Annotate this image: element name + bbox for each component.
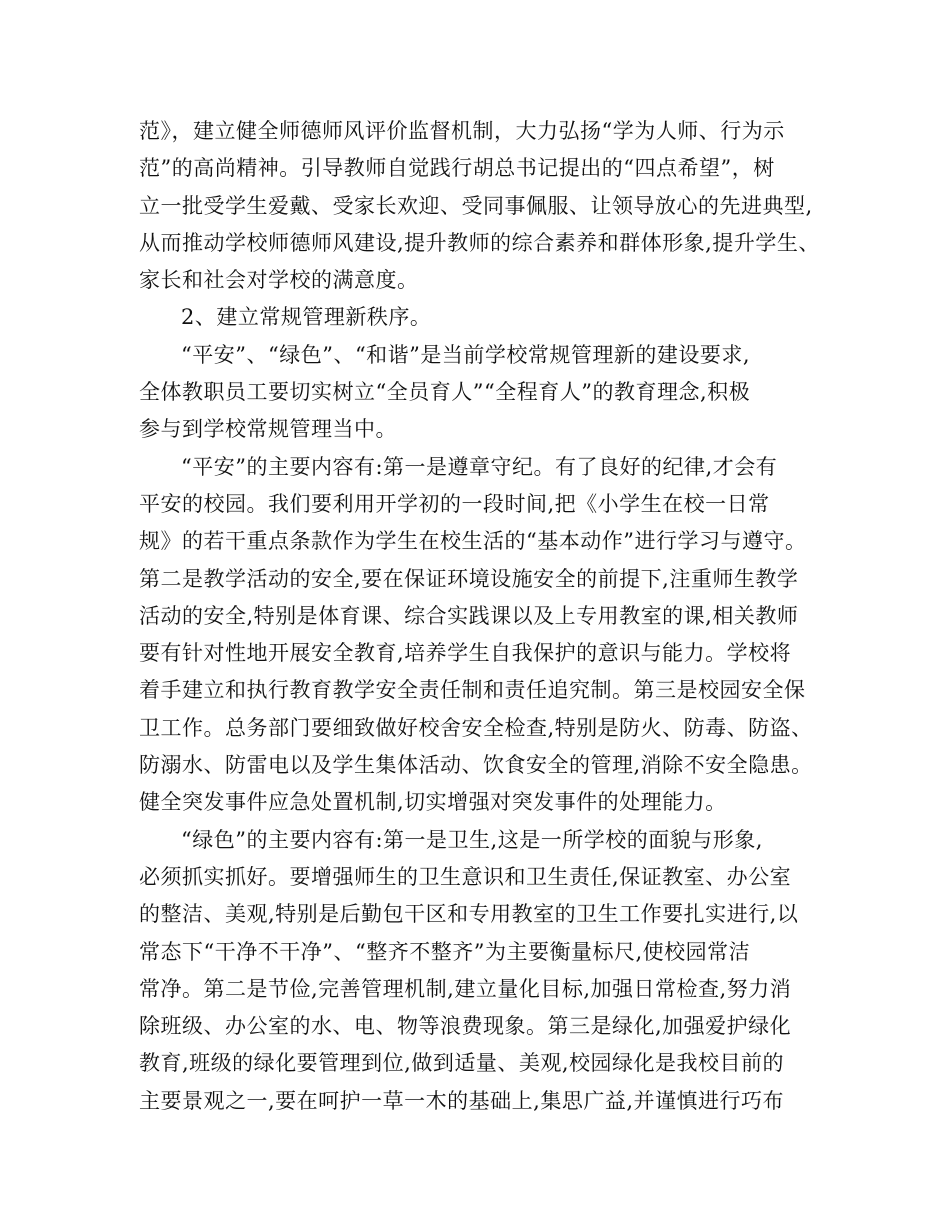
text-line: 防溺水、防雷电以及学生集体活动、饮食安全的管理,消除不安全隐患。 [139,753,813,778]
text-line: 第二是教学活动的安全,要在保证环境设施安全的前提下,注重师生教学 [139,566,799,591]
text-line: 健全突发事件应急处置机制,切实增强对突发事件的处理能力。 [139,790,727,815]
text-line: 范”的高尚精神。引导教师自觉践行胡总书记提出的“四点希望”，树 [139,156,775,181]
text-line: 教育,班级的绿化要管理到位,做到适量、美观,校园绿化是我校目前的 [139,1051,785,1076]
text-line: “平安”的主要内容有:第一是遵章守纪。有了良好的纪律,才会有 [181,454,778,479]
text-line: 必须抓实抓好。要增强师生的卫生意识和卫生责任,保证教室、办公室 [139,864,792,889]
text-line: 卫工作。总务部门要细致做好校舍安全检查,特别是防火、防毒、防盗、 [139,715,813,740]
text-line: 活动的安全,特别是体育课、综合实践课以及上专用教室的课,相关教师 [139,603,799,628]
text-line: 范》，建立健全师德师风评价监督机制，大力弘扬“学为人师、行为示 [139,119,785,143]
body-text [139,113,820,1120]
text-line: 从而推动学校师德师风建设,提升教师的综合素养和群体形象,提升学生、 [139,230,820,255]
text-line: 2、建立常规管理新秩序。 [181,305,432,330]
text-line: 规》的若干重点条款作为学生在校生活的“基本动作”进行学习与遵守。 [139,529,807,554]
text-line: 常净。第二是节俭,完善管理机制,建立量化目标,加强日常检查,努力消 [139,976,792,1001]
text-line: 的整洁、美观,特别是后勤包干区和专用教室的卫生工作要扎实进行,以 [139,902,799,927]
text-line: 除班级、办公室的水、电、物等浪费现象。第三是绿化,加强爱护绿化 [139,1014,792,1039]
text-line: 平安的校园。我们要利用开学初的一段时间,把《小学生在校一日常 [139,491,770,516]
text-line: 立一批受学生爱戴、受家长欢迎、受同事佩服、让领导放心的先进典型, [139,193,813,218]
text-line: 全体教职员工要切实树立“全员育人”“全程育人”的教育理念,积极 [139,380,751,405]
text-line: 参与到学校常规管理当中。 [139,417,397,442]
text-line: “平安”、“绿色”、“和谐”是当前学校常规管理新的建设要求, [181,342,751,367]
text-line: “绿色”的主要内容有:第一是卫生,这是一所学校的面貌与形象, [181,827,763,852]
text-line: 要有针对性地开展安全教育,培养学生自我保护的意识与能力。学校将 [139,641,792,666]
text-line: 着手建立和执行教育教学安全责任制和责任追究制。第三是校园安全保 [139,678,806,703]
text-line: 常态下“干净不干净”、“整齐不整齐”为主要衡量标尺,使校园常洁 [139,939,751,964]
text-line: 家长和社会对学校的满意度。 [139,268,419,293]
text-line: 主要景观之一,要在呵护一草一木的基础上,集思广益,并谨慎进行巧布 [139,1088,785,1113]
